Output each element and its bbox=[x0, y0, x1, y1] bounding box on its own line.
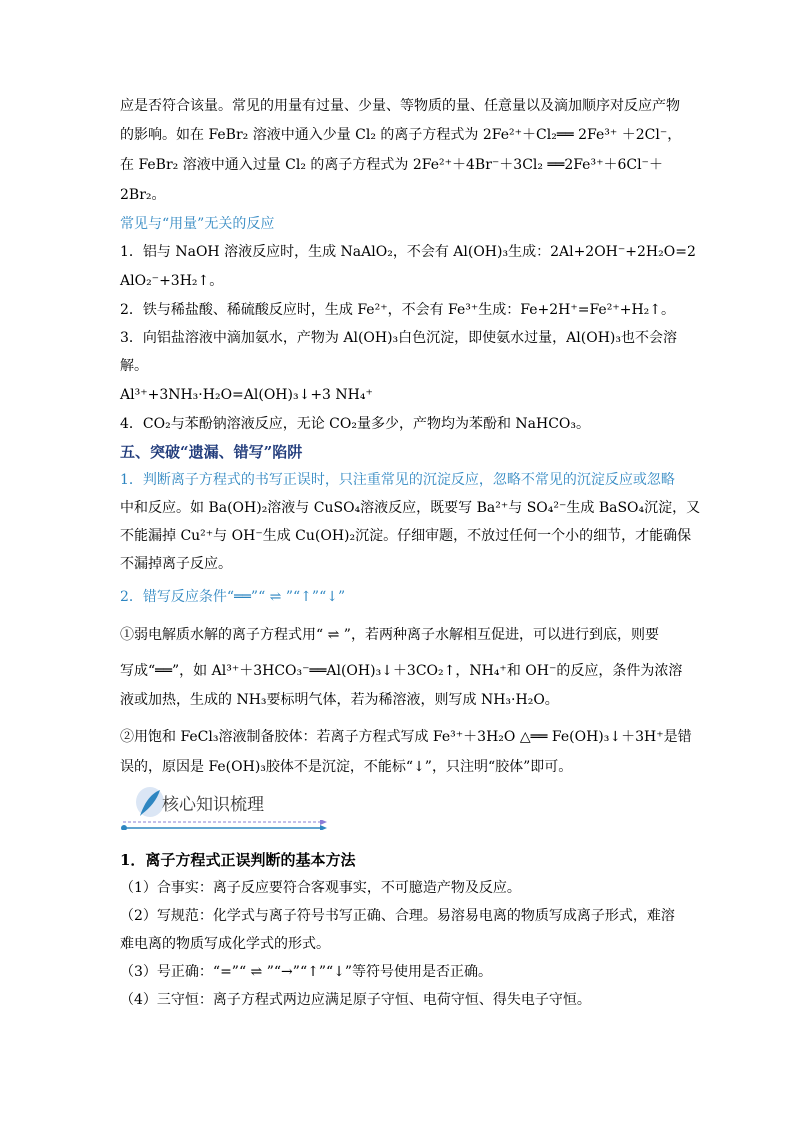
list-item: （4）三守恒：离子方程式两边应满足原子守恒、电荷守恒、得失电子守恒。 bbox=[120, 992, 591, 1008]
paragraph-line: 2．错写反应条件“══”“ ⇌ ”“↑”“↓” bbox=[120, 589, 346, 605]
section-heading-five: 五、突破“遗漏、错写”陷阱 bbox=[120, 443, 303, 461]
feather-icon bbox=[130, 786, 166, 820]
paragraph-line: 写成“══”，如 Al³⁺＋3HCO₃⁻══Al(OH)₃↓＋3CO₂↑，NH₄⁺和 OH⁻的反应，条件为浓溶 bbox=[120, 663, 683, 679]
paragraph-line: 1．判断离子方程式的书写正误时，只注重常见的沉淀反应，忽略不常见的沉淀反应或忽略 bbox=[120, 472, 675, 488]
paragraph-line: 的影响。如在 FeBr₂ 溶液中通入少量 Cl₂ 的离子方程式为 2Fe²⁺＋Cl₂══ 2Fe³⁺ ＋2Cl⁻， bbox=[120, 127, 682, 143]
list-item: AlO₂⁻+3H₂↑。 bbox=[120, 273, 224, 289]
paragraph-line: 液或加热，生成的 NH₃要标明气体，若为稀溶液，则写成 NH₃·H₂O。 bbox=[120, 692, 559, 708]
list-item: 解。 bbox=[120, 358, 148, 374]
list-item: Al³⁺+3NH₃·H₂O=Al(OH)₃↓+3 NH₄⁺ bbox=[120, 387, 373, 403]
list-item: （3）号正确：“=”“ ⇌ ”“→”“↑”“↓”等符号使用是否正确。 bbox=[120, 964, 493, 980]
section-heading-usage: 常见与“用量”无关的反应 bbox=[120, 216, 275, 232]
paragraph-line: 中和反应。如 Ba(OH)₂溶液与 CuSO₄溶液反应，既要写 Ba²⁺与 SO₄²⁻生成 BaSO₄沉淀，又 bbox=[120, 500, 701, 516]
section-heading-core: 1．离子方程式正误判断的基本方法 bbox=[120, 851, 356, 869]
paragraph-line: 应是否符合该量。常见的用量有过量、少量、等物质的量、任意量以及滴加顺序对反应产物 bbox=[120, 98, 680, 114]
core-section bbox=[120, 846, 680, 1014]
paragraph-line: 在 FeBr₂ 溶液中通入过量 Cl₂ 的离子方程式为 2Fe²⁺＋4Br⁻＋3Cl₂ ══2Fe³⁺＋6Cl⁻＋ bbox=[120, 157, 663, 173]
paragraph-line: 不能漏掉 Cu²⁺与 OH⁻生成 Cu(OH)₂沉淀。仔细审题，不放过任何一个小的细节，才能确保 bbox=[120, 528, 692, 544]
list-item: 3．向铝盐溶液中滴加氨水，产物为 Al(OH)₃白色沉淀，即使氨水过量，Al(OH)₃也不会溶 bbox=[120, 330, 677, 346]
list-item: 难电离的物质写成化学式的形式。 bbox=[120, 936, 330, 952]
list-item: （2）写规范：化学式与离子符号书写正确、合理。易溶易电离的物质写成离子形式，难溶 bbox=[120, 908, 675, 924]
decorative-divider bbox=[120, 820, 330, 830]
section-card bbox=[120, 786, 330, 836]
list-item: 2．铁与稀盐酸、稀硫酸反应时，生成 Fe²⁺，不会有 Fe³⁺生成：Fe+2H⁺=Fe²⁺+H₂↑。 bbox=[120, 302, 675, 318]
list-item: 1．铝与 NaOH 溶液反应时，生成 NaAlO₂，不会有 Al(OH)₃生成：2Al+2OH⁻+2H₂O=2 bbox=[120, 244, 696, 260]
paragraph-line: ②用饱和 FeCl₃溶液制备胶体：若离子方程式写成 Fe³⁺＋3H₂O △══ Fe(OH)₃↓＋3H⁺是错 bbox=[120, 729, 692, 745]
paragraph-line: 误的，原因是 Fe(OH)₃胶体不是沉淀，不能标“↓”，只注明“胶体”即可。 bbox=[120, 759, 573, 775]
list-item: （1）合事实：离子反应要符合客观事实，不可臆造产物及反应。 bbox=[120, 880, 521, 896]
paragraph-line: 2Br₂。 bbox=[120, 187, 166, 203]
paragraph-line: 不漏掉离子反应。 bbox=[120, 556, 232, 572]
card-title: 核心知识梳理 bbox=[162, 795, 264, 815]
paragraph-line: ①弱电解质水解的离子方程式用“ ⇌ ”，若两种离子水解相互促进，可以进行到底，则要 bbox=[120, 627, 659, 643]
list-item: 4．CO₂与苯酚钠溶液反应，无论 CO₂量多少，产物均为苯酚和 NaHCO₃。 bbox=[120, 416, 591, 432]
document-body bbox=[120, 92, 701, 782]
